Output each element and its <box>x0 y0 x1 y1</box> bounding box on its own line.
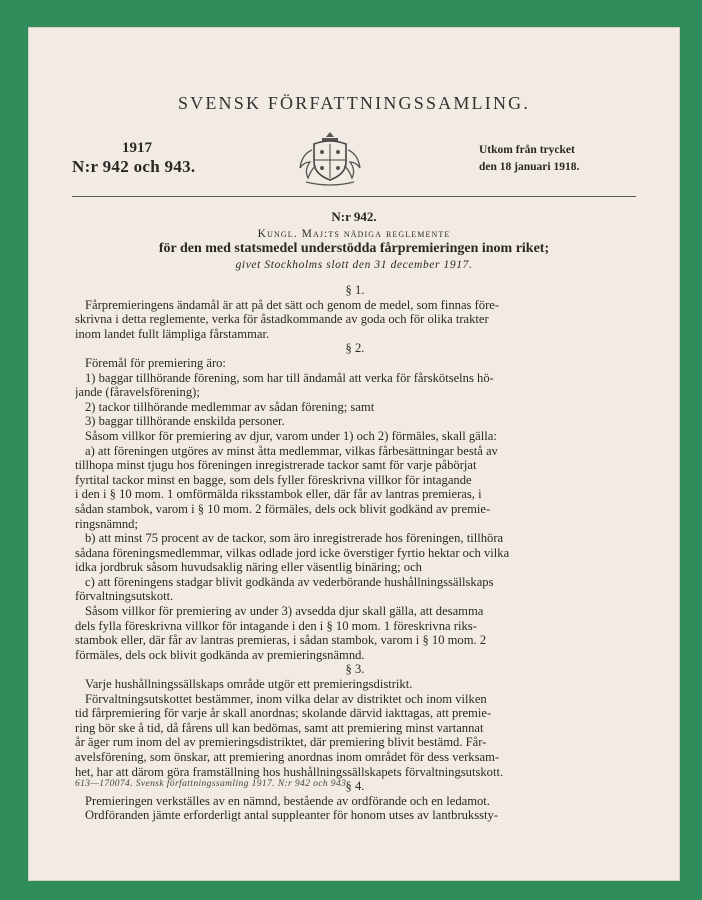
text-line: tillhopa minst tjugu hos föreningen inregistrerade tackor samt för varje påbörjat <box>75 458 477 473</box>
text-line: idka jordbruk såsom huvudsaklig näring eller väsentlig binäring; och <box>75 560 422 575</box>
decree-number: N:r 942. <box>331 209 377 224</box>
text-line: 2) tackor tillhörande medlemmar av sådan förening; samt <box>85 399 375 414</box>
text-line: tid fårpremiering för varje år skall anordnas; skolande därvid iakttagas, att premie- <box>75 706 492 721</box>
year: 1917 <box>122 140 152 156</box>
document-page <box>28 27 680 881</box>
text-line: sådana föreningsmedlemmar, vilkas odlade jord icke överstiger fyrtio hektar och vilka <box>75 545 510 560</box>
text-line: år äger rum inom del av premieringsdistriktet, där premiering blivit bestämd. Får- <box>75 735 487 750</box>
text-line: förvaltningsutskott. <box>75 589 174 604</box>
text-line: i den i § 10 mom. 1 omförmälda riksstambok eller, där får av lantras premieras, i <box>75 487 482 502</box>
text-line: a) att föreningen utgöres av minst åtta medlemmar, vilkas fårbesättningar bestå av <box>85 443 498 458</box>
text-line: Föremål för premiering äro: <box>85 355 226 370</box>
text-line: c) att föreningens stadgar blivit godkända av vederbörande hushållningssällskaps <box>85 574 494 589</box>
text-line: stambok eller, där får av lantras premieras, i sådan stambok, varom i § 10 mom. 2 <box>75 633 487 648</box>
published-line-1: Utkom från trycket <box>479 144 575 156</box>
text-line: Varje hushållningssällskaps område utgör ett premieringsdistrikt. <box>85 677 413 692</box>
text-line: skrivna i detta reglemente, verka för åstadkommande av goda och för olika trakter <box>75 312 489 327</box>
text-line: sådan stambok, varom i § 10 mom. 2 förmäles, dels ock blivit godkänd av premie- <box>75 501 491 516</box>
text-line: het, har att därom göra framställning hos hushållningssällskapets förvaltningsutskott. <box>75 764 504 779</box>
text-line: Ordföranden jämte erforderligt antal suppleanter för honom utses av lantbrukssty- <box>85 808 499 823</box>
text-line: Såsom villkor för premiering av djur, varom under 1) och 2) förmäles, skall gälla: <box>85 428 497 443</box>
decree-body <box>75 283 635 823</box>
text-line: ring bör ske å tid, då fårens ull kan bedömas, samt att premiering minst vartannat <box>75 720 484 735</box>
page-footer: 613—170074. Svensk författningssamling 1917. N:r 942 och 943. <box>75 779 350 789</box>
text-line: ringsnämnd; <box>75 516 138 531</box>
issue-numbers: N:r 942 och 943. <box>72 157 196 176</box>
section-heading: § 2. <box>345 341 365 356</box>
decree-date: givet Stockholms slott den 31 december 1917. <box>235 259 473 271</box>
text-line: 3) baggar tillhörande enskilda personer. <box>85 414 285 429</box>
text-line: förmäles, dels ock blivit godkända av premieringsnämnd. <box>75 647 365 662</box>
section-heading: § 3. <box>345 662 365 677</box>
coat-of-arms-icon <box>292 130 368 188</box>
text-line: b) att minst 75 procent av de tackor, som äro inregistrerade hos föreningen, tillhöra <box>85 531 504 546</box>
section-heading: § 4. <box>345 779 365 794</box>
text-line: Fårpremieringens ändamål är att på det sätt och genom de medel, som finnas före- <box>85 297 500 312</box>
text-line: Såsom villkor för premiering av under 3) avsedda djur skall gälla, att desamma <box>85 604 484 619</box>
text-line: 1) baggar tillhörande förening, som har till ändamål att verka för fårskötselns hö- <box>85 370 494 385</box>
decree-title: för den med statsmedel understödda fårpremieringen inom riket; <box>158 241 550 256</box>
text-line: fyrtital tackor minst en bagge, som dels fyller föreskrivna villkor för intagande <box>75 472 472 487</box>
text-line: avelsförening, som önskar, att premiering anordnas inom området för dess verksam- <box>75 750 500 764</box>
header-divider <box>72 196 636 197</box>
text-line: dels fylla föreskrivna villkor för intagande i den i § 10 mom. 1 föreskrivna riks- <box>75 618 477 633</box>
text-line: Förvaltningsutskottet bestämmer, inom vilka delar av distriktet och inom vilken <box>85 691 487 706</box>
section-heading: § 1. <box>345 283 365 297</box>
text-line: inom landet fullt lämpliga fårstammar. <box>75 326 270 341</box>
text-line: jande (fåravelsförening); <box>75 385 200 400</box>
text-line: Premieringen verkställes av en nämnd, bestående av ordförande och en ledamot. <box>85 793 490 808</box>
masthead-title: SVENSK FÖRFATTNINGSSAMLING. <box>177 93 531 113</box>
decree-issuer: Kungl. Maj:ts nådiga reglemente <box>257 228 451 240</box>
published-line-2: den 18 januari 1918. <box>479 161 580 173</box>
